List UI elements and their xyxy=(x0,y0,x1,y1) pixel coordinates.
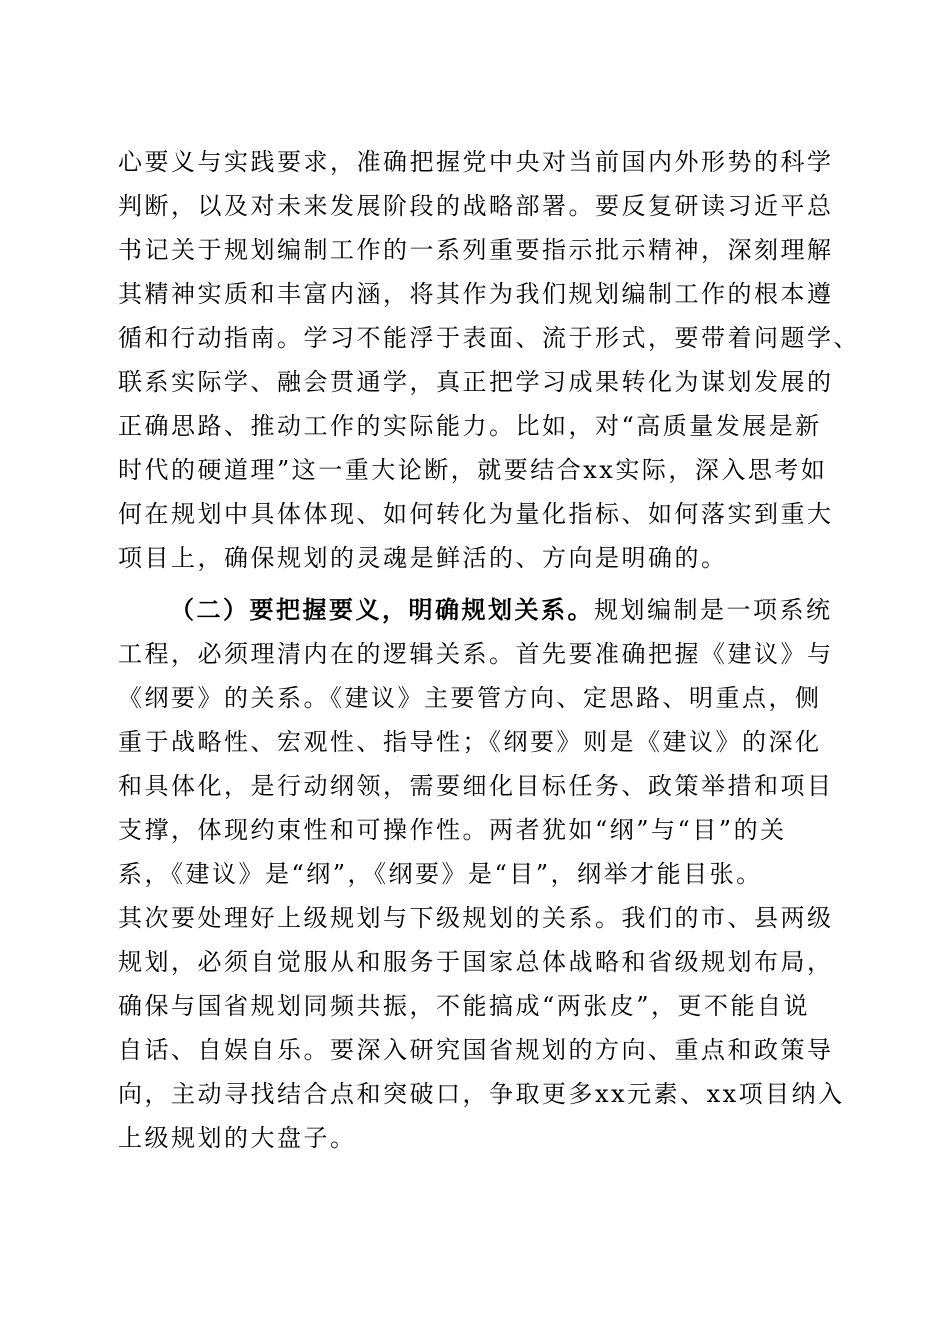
section-2-first-line xyxy=(118,588,833,632)
paragraph-line: 支撑，体现约束性和可操作性。两者犹如“纲”与“目”的关 xyxy=(118,816,787,844)
paragraph-line: 项目上，确保规划的灵魂是鲜活的、方向是明确的。 xyxy=(118,544,728,572)
section-2-first-line-text: 规划编制是一项系统 xyxy=(594,596,833,624)
paragraph-line: 时代的硬道理”这一重大论断，就要结合xx实际，深入思考如 xyxy=(118,456,828,484)
paragraph-line: 确保与国省规划同频共振，不能搞成“两张皮”，更不能自说 xyxy=(118,992,811,1020)
paragraph-line: 工程，必须理清内在的逻辑关系。首先要准确把握《建议》与 xyxy=(118,640,834,668)
paragraph-line: 其次要处理好上级规划与下级规划的关系。我们的市、县两级 xyxy=(118,904,834,932)
paragraph-line: 向，主动寻找结合点和突破口，争取更多xx元素、xx项目纳入 xyxy=(118,1080,845,1108)
paragraph-line: 上级规划的大盘子。 xyxy=(118,1124,357,1152)
paragraph-line: 联系实际学、融会贯通学，真正把学习成果转化为谋划发展的 xyxy=(118,368,834,396)
paragraph-line: 正确思路、推动工作的实际能力。比如，对“高质量发展是新 xyxy=(118,412,822,440)
paragraph-line: 系，《建议》是“纲”，《纲要》是“目”，纲举才能目张。 xyxy=(118,860,763,888)
paragraph-line: 书记关于规划编制工作的一系列重要指示批示精神，深刻理解 xyxy=(118,236,834,264)
paragraph-line: 自话、自娱自乐。要深入研究国省规划的方向、重点和政策导 xyxy=(118,1036,834,1064)
paragraph-line: 和具体化，是行动纲领，需要细化目标任务、政策举措和项目 xyxy=(118,772,834,800)
paragraph-line: 何在规划中具体体现、如何转化为量化指标、如何落实到重大 xyxy=(118,500,834,528)
paragraph-line: 循和行动指南。学习不能浮于表面、流于形式，要带着问题学、 xyxy=(118,324,860,352)
paragraph-line: 其精神实质和丰富内涵，将其作为我们规划编制工作的根本遵 xyxy=(118,280,834,308)
paragraph-line: 判断，以及对未来发展阶段的战略部署。要反复研读习近平总 xyxy=(118,192,834,220)
paragraph-line: 规划，必须自觉服从和服务于国家总体战略和省级规划布局， xyxy=(118,948,834,976)
paragraph-line: 重于战略性、宏观性、指导性；《纲要》则是《建议》的深化 xyxy=(118,728,822,756)
paragraph-line: 《纲要》的关系。《建议》主要管方向、定思路、明重点，侧 xyxy=(118,684,822,712)
paragraph-line: 心要义与实践要求，准确把握党中央对当前国内外形势的科学 xyxy=(118,148,834,176)
section-2-heading: （二）要把握要义，明确规划关系。 xyxy=(170,595,594,624)
